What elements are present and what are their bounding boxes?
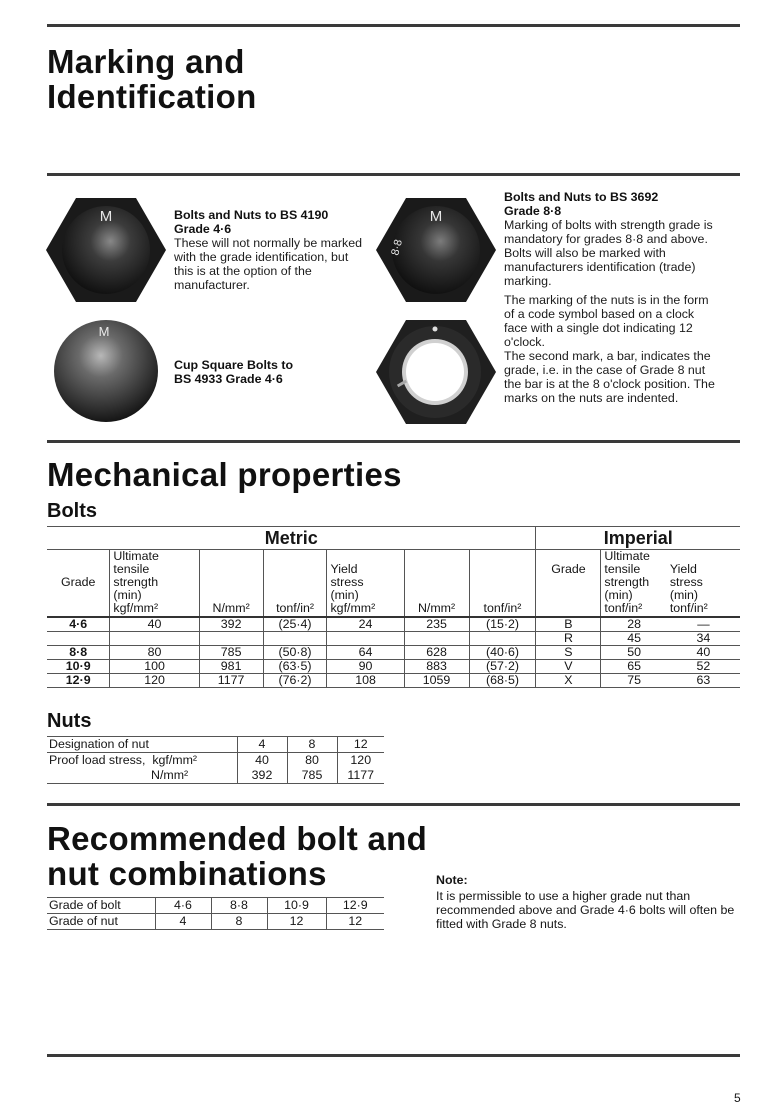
table-row: 12·9 120 1177 (76·2) 108 1059 (68·5) X 75 63 bbox=[47, 674, 740, 688]
bs3692-text-2: Bolts will also be marked with manufacturers identification (trade) marking. bbox=[504, 246, 696, 288]
bs3692-title-1: Bolts and Nuts to BS 3692 bbox=[504, 190, 659, 204]
col-ys-tonf: tonf/in² bbox=[469, 550, 536, 618]
hex-bolt-head-image bbox=[44, 196, 168, 304]
cup-head-mark-m: M bbox=[98, 324, 110, 339]
grade-bolt-head-image bbox=[374, 196, 498, 304]
col-uts-kgf: Ultimate tensile strength (min) kgf/mm² bbox=[110, 550, 199, 618]
page-title bbox=[47, 44, 257, 114]
note-block bbox=[436, 873, 736, 931]
bs4933-block bbox=[174, 358, 370, 386]
table-row: 8·8 80 785 (50·8) 64 628 (40·6) S 50 40 bbox=[47, 646, 740, 660]
bs3692-text-1: Marking of bolts with strength grade is mandatory for grades 8·8 and above. bbox=[504, 218, 713, 246]
bottom-rule bbox=[47, 1054, 740, 1057]
col-ys-kgf: Yield stress (min) kgf/mm² bbox=[327, 550, 404, 618]
metric-header: Metric bbox=[264, 528, 318, 548]
title-line-1: Marking and bbox=[47, 43, 245, 80]
table-row: Grade of bolt 4·6 8·8 10·9 12·9 bbox=[47, 898, 384, 914]
mechanical-rule bbox=[47, 440, 740, 443]
top-rule bbox=[47, 24, 740, 27]
combinations-title: Recommended bolt and nut combinations bbox=[47, 820, 428, 892]
bs4933-title-1: Cup Square Bolts to bbox=[174, 358, 294, 372]
title-line-2: Identification bbox=[47, 78, 257, 115]
bs3692-title-2: Grade 8·8 bbox=[504, 204, 562, 218]
table-row: Grade of nut 4 8 12 12 bbox=[47, 914, 384, 930]
table-row: R 45 34 bbox=[47, 632, 740, 646]
nut-image bbox=[374, 318, 498, 426]
head-mark-m: M bbox=[99, 208, 113, 225]
cup-bolt-head-image bbox=[52, 318, 160, 424]
mechanical-title: Mechanical properties bbox=[47, 456, 402, 493]
col-grade: Grade bbox=[60, 575, 96, 589]
col-ys-n: N/mm² bbox=[404, 550, 469, 618]
combinations-rule bbox=[47, 803, 740, 806]
col-imp-ys: Yield stress (min) tonf/in² bbox=[669, 562, 708, 615]
table-row: N/mm² 392 785 1177 bbox=[47, 768, 384, 784]
bs4190-title-1: Bolts and Nuts to BS 4190 bbox=[174, 208, 329, 222]
col-imp-grade: Grade bbox=[536, 550, 601, 618]
table-row: Proof load stress, kgf/mm² 40 80 120 bbox=[47, 753, 384, 769]
page-number: 5 bbox=[734, 1091, 741, 1105]
marking-rule bbox=[47, 173, 740, 176]
bs4933-title-2: BS 4933 Grade 4·6 bbox=[174, 372, 283, 386]
grade-head-mark-m: M bbox=[429, 208, 443, 225]
table-row: 4·6 40 392 (25·4) 24 235 (15·2) B 28 — bbox=[47, 617, 740, 632]
bolts-table bbox=[47, 526, 740, 688]
bs3692-text-3: The marking of the nuts is in the form of a code symbol based on a clock face with a single dot indicating 12 o'clock. bbox=[504, 293, 709, 349]
table-row: Designation of nut 4 8 12 bbox=[47, 737, 384, 753]
bs3692-text-4: The second mark, a bar, indicates the grade, i.e. in the case of Grade 8 nut the bar is at the 8 o'clock position. The marks on the nuts are indented. bbox=[504, 349, 715, 405]
combinations-table bbox=[47, 897, 384, 930]
bs3692-block bbox=[504, 190, 716, 405]
grade-head-mark-88: 8·8 bbox=[389, 238, 406, 257]
nuts-subtitle: Nuts bbox=[47, 710, 92, 732]
bs4190-title-2: Grade 4·6 bbox=[174, 222, 232, 236]
col-uts-tonf: tonf/in² bbox=[263, 550, 327, 618]
bs4190-text: These will not normally be marked with the grade identification, but this is at the option of the manufacturer. bbox=[174, 236, 363, 292]
bolts-subtitle: Bolts bbox=[47, 500, 97, 522]
bs4190-block bbox=[174, 208, 370, 292]
nuts-table bbox=[47, 736, 384, 784]
col-uts-n: N/mm² bbox=[199, 550, 263, 618]
note-title: Note: bbox=[436, 873, 468, 887]
col-imp-uts: Ultimate tensile strength (min) tonf/in² bbox=[601, 550, 667, 618]
imperial-header: Imperial bbox=[536, 527, 740, 550]
note-text: It is permissible to use a higher grade nut than recommended above and Grade 4·6 bolts will often be fitted with Grade 8 nuts. bbox=[436, 889, 735, 931]
table-row: 10·9 100 981 (63·5) 90 883 (57·2) V 65 52 bbox=[47, 660, 740, 674]
